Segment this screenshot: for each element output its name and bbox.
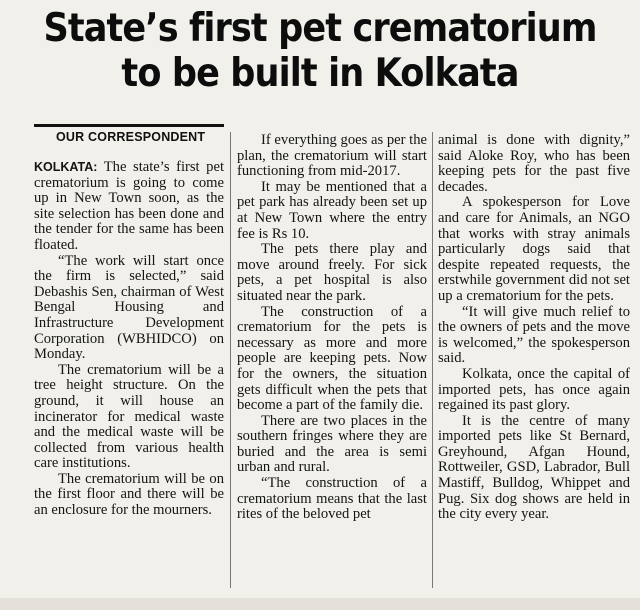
- article-paragraph: It may be mentioned that a pet park has already been set up at New Town where the entry fee is Rs 10.: [237, 178, 427, 242]
- article-paragraph: If everything goes as per the plan, the crematorium will start functioning from mid-2017.: [237, 133, 427, 180]
- column-divider: [432, 132, 433, 588]
- article-paragraph: A spokesperson for Love and care for Animals, an NGO that works with stray animals particularly dogs said that despite repeated requests, the erstwhile government did not set up a crematorium for the pets.: [438, 194, 630, 304]
- article-column-2: [237, 133, 427, 589]
- column-divider: [230, 132, 231, 588]
- article-paragraph: animal is done with dignity,” said Aloke Roy, who has been keeping pets for the past five decades.: [438, 133, 630, 195]
- article-paragraph: KOLKATA: The state’s first pet crematorium is going to come up in New Town soon, as the site selection has been done and the tender for the same has been floated.: [34, 160, 224, 253]
- byline-text: OUR CORRESPONDENT: [56, 130, 206, 144]
- article-paragraph: Kolkata, once the capital of imported pets, has once again regained its past glory.: [438, 365, 630, 414]
- article-paragraph: The pets there play and move around freely. For sick pets, a pet hospital is also situated near the park.: [237, 241, 427, 304]
- byline: [34, 124, 224, 144]
- article-column-1: [34, 160, 224, 586]
- headline-line-2: to be built in Kolkata: [121, 51, 519, 96]
- article-paragraph: There are two places in the southern fringes where they are buried and the area is semi urban and rural.: [237, 412, 427, 476]
- dateline: KOLKATA:: [34, 160, 98, 174]
- article-paragraph: The crematorium will be on the first floor and there will be an enclosure for the mourners.: [34, 470, 224, 519]
- page-edge: [0, 598, 640, 610]
- headline-line-1: State’s first pet crematorium: [43, 6, 597, 51]
- article-paragraph: “The construction of a crematorium means that the last rites of the beloved pet: [237, 475, 427, 523]
- article-column-3: [438, 133, 630, 589]
- article-paragraph: The crematorium will be a tree height structure. On the ground, it will house an incinerator for medical waste and the medical waste will be collected from various health care institutions.: [34, 361, 224, 472]
- headline: [37, 6, 602, 96]
- article-paragraph: It is the centre of many imported pets like St Bernard, Greyhound, Afgan Hound, Rottweiler, GSD, Labrador, Bull Mastiff, Bulldog, Whippet and Pug. Six dog shows are held in the city every year.: [438, 412, 630, 523]
- article-paragraph: “The work will start once the firm is selected,” said Debashis Sen, chairman of West Bengal Housing and Infrastructure Development Corporation (WBHIDCO) on Monday.: [34, 252, 224, 363]
- article-paragraph: The construction of a crematorium for the pets is necessary as more and more people are keeping pets. Now for the owners, the situation gets difficult when the pets that become a part of the family die.: [237, 303, 427, 414]
- article-paragraph: “It will give much relief to the owners of pets and the move is welcomed,” the spokesperson said.: [438, 303, 630, 367]
